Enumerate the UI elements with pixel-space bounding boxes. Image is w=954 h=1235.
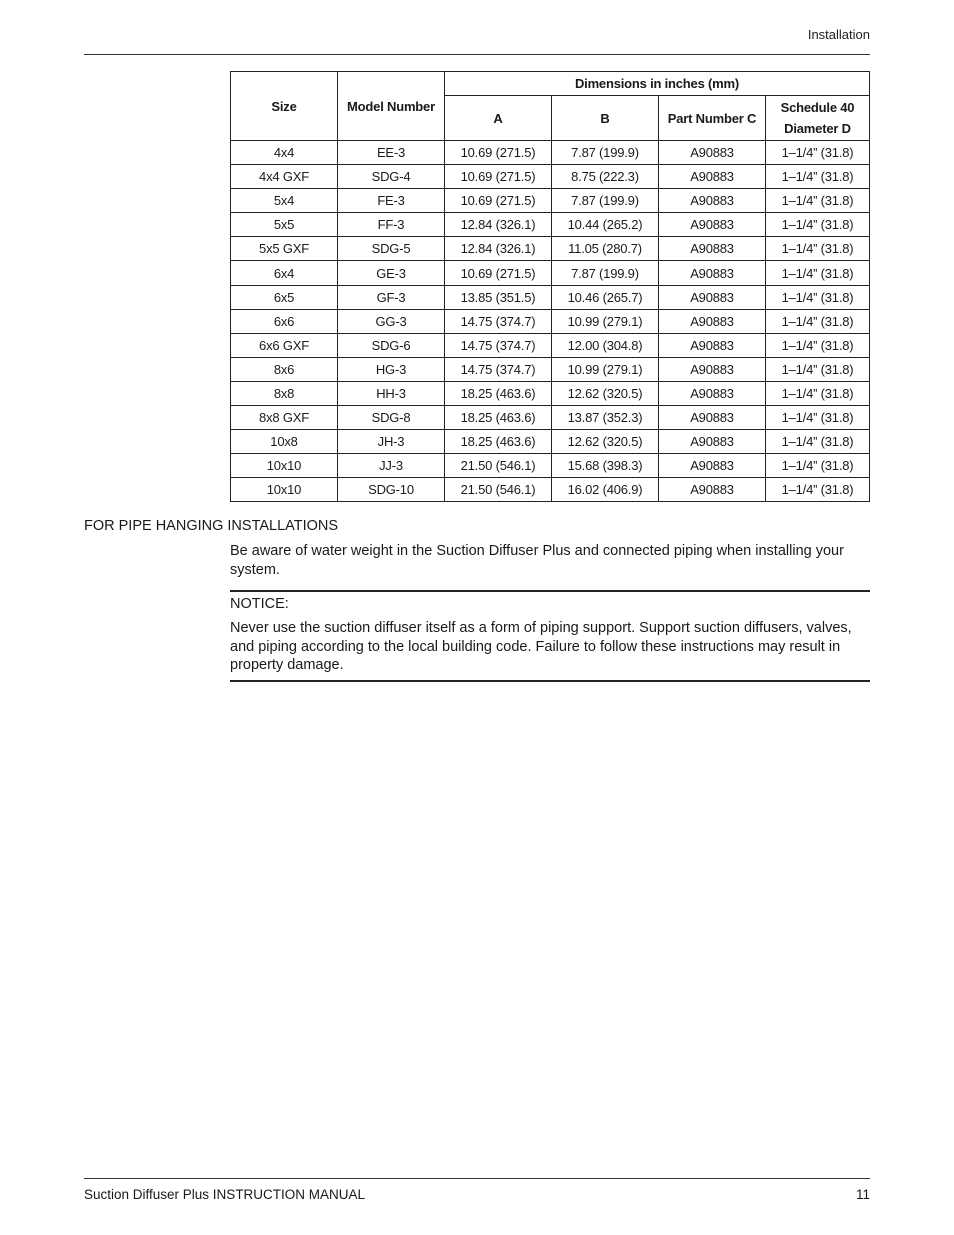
- cell-a: 18.25 (463.6): [445, 406, 552, 430]
- cell-a: 18.25 (463.6): [445, 381, 552, 405]
- cell-model-number: HH-3: [338, 381, 445, 405]
- cell-b: 12.62 (320.5): [552, 430, 659, 454]
- cell-diameter-d: 1–1/4” (31.8): [766, 333, 870, 357]
- cell-model-number: SDG-10: [338, 478, 445, 502]
- cell-a: 10.69 (271.5): [445, 189, 552, 213]
- cell-model-number: EE-3: [338, 141, 445, 165]
- cell-size: 6x5: [231, 285, 338, 309]
- notice-bottom-rule: [230, 680, 870, 682]
- cell-size: 5x4: [231, 189, 338, 213]
- cell-diameter-d: 1–1/4” (31.8): [766, 165, 870, 189]
- cell-part-number-c: A90883: [659, 430, 766, 454]
- cell-diameter-d: 1–1/4” (31.8): [766, 309, 870, 333]
- cell-model-number: HG-3: [338, 357, 445, 381]
- cell-b: 11.05 (280.7): [552, 237, 659, 261]
- table-row: [231, 237, 870, 261]
- cell-model-number: FE-3: [338, 189, 445, 213]
- cell-a: 10.69 (271.5): [445, 261, 552, 285]
- cell-b: 10.99 (279.1): [552, 309, 659, 333]
- cell-part-number-c: A90883: [659, 213, 766, 237]
- col-header-b: B: [552, 96, 659, 141]
- cell-part-number-c: A90883: [659, 381, 766, 405]
- cell-diameter-d: 1–1/4” (31.8): [766, 406, 870, 430]
- cell-size: 4x4: [231, 141, 338, 165]
- cell-part-number-c: A90883: [659, 141, 766, 165]
- cell-size: 10x10: [231, 454, 338, 478]
- table-row: [231, 430, 870, 454]
- cell-a: 10.69 (271.5): [445, 165, 552, 189]
- cell-b: 13.87 (352.3): [552, 406, 659, 430]
- table-row: [231, 309, 870, 333]
- cell-diameter-d: 1–1/4” (31.8): [766, 189, 870, 213]
- cell-diameter-d: 1–1/4” (31.8): [766, 213, 870, 237]
- table-row: [231, 454, 870, 478]
- cell-diameter-d: 1–1/4” (31.8): [766, 381, 870, 405]
- cell-a: 14.75 (374.7): [445, 309, 552, 333]
- cell-part-number-c: A90883: [659, 357, 766, 381]
- col-header-a: A: [445, 96, 552, 141]
- cell-a: 14.75 (374.7): [445, 333, 552, 357]
- cell-part-number-c: A90883: [659, 237, 766, 261]
- header-divider: [84, 54, 870, 55]
- cell-a: 13.85 (351.5): [445, 285, 552, 309]
- cell-b: 10.44 (265.2): [552, 213, 659, 237]
- cell-b: 15.68 (398.3): [552, 454, 659, 478]
- cell-diameter-d: 1–1/4” (31.8): [766, 478, 870, 502]
- running-header-section: Installation: [807, 27, 870, 42]
- col-header-size: Size: [231, 72, 338, 141]
- cell-size: 6x6 GXF: [231, 333, 338, 357]
- cell-a: 21.50 (546.1): [445, 454, 552, 478]
- cell-model-number: GE-3: [338, 261, 445, 285]
- col-header-schedule-40-diameter-d: [766, 96, 870, 141]
- table-row: [231, 381, 870, 405]
- cell-part-number-c: A90883: [659, 165, 766, 189]
- cell-model-number: SDG-6: [338, 333, 445, 357]
- col-header-model-number: Model Number: [338, 72, 445, 141]
- cell-a: 21.50 (546.1): [445, 478, 552, 502]
- cell-size: 5x5 GXF: [231, 237, 338, 261]
- footer-manual-title: Suction Diffuser Plus INSTRUCTION MANUAL: [84, 1187, 366, 1202]
- cell-part-number-c: A90883: [659, 285, 766, 309]
- cell-part-number-c: A90883: [659, 309, 766, 333]
- cell-part-number-c: A90883: [659, 406, 766, 430]
- cell-model-number: GG-3: [338, 309, 445, 333]
- cell-diameter-d: 1–1/4” (31.8): [766, 237, 870, 261]
- cell-diameter-d: 1–1/4” (31.8): [766, 430, 870, 454]
- notice-top-rule: [230, 590, 870, 592]
- table-row: [231, 213, 870, 237]
- cell-b: 7.87 (199.9): [552, 261, 659, 285]
- cell-b: 10.99 (279.1): [552, 357, 659, 381]
- cell-size: 8x8 GXF: [231, 406, 338, 430]
- footer-divider: [84, 1178, 870, 1179]
- cell-b: 12.00 (304.8): [552, 333, 659, 357]
- dimensions-table: [230, 71, 870, 502]
- cell-diameter-d: 1–1/4” (31.8): [766, 141, 870, 165]
- table-row: [231, 141, 870, 165]
- cell-model-number: SDG-8: [338, 406, 445, 430]
- col-header-schedule-40: Schedule 40: [780, 100, 855, 115]
- table-row: [231, 333, 870, 357]
- cell-size: 5x5: [231, 213, 338, 237]
- cell-diameter-d: 1–1/4” (31.8): [766, 285, 870, 309]
- table-row: [231, 406, 870, 430]
- cell-size: 8x6: [231, 357, 338, 381]
- cell-part-number-c: A90883: [659, 478, 766, 502]
- cell-a: 10.69 (271.5): [445, 141, 552, 165]
- cell-model-number: SDG-4: [338, 165, 445, 189]
- cell-b: 12.62 (320.5): [552, 381, 659, 405]
- cell-b: 16.02 (406.9): [552, 478, 659, 502]
- cell-part-number-c: A90883: [659, 454, 766, 478]
- table-body: [231, 141, 870, 502]
- cell-size: 10x10: [231, 478, 338, 502]
- table-row: [231, 285, 870, 309]
- notice-body: Never use the suction diffuser itself as a form of piping support. Support suction diffusers, valves, and piping according to the local building code. Failure to follow these instructions may result in property damage.: [230, 620, 852, 673]
- cell-a: 12.84 (326.1): [445, 213, 552, 237]
- cell-part-number-c: A90883: [659, 261, 766, 285]
- cell-diameter-d: 1–1/4” (31.8): [766, 261, 870, 285]
- table-row: [231, 357, 870, 381]
- cell-model-number: JH-3: [338, 430, 445, 454]
- cell-part-number-c: A90883: [659, 333, 766, 357]
- table-row: [231, 261, 870, 285]
- cell-a: 14.75 (374.7): [445, 357, 552, 381]
- table-row: [231, 189, 870, 213]
- section-heading: FOR PIPE HANGING INSTALLATIONS: [84, 518, 339, 534]
- cell-diameter-d: 1–1/4” (31.8): [766, 357, 870, 381]
- cell-model-number: GF-3: [338, 285, 445, 309]
- footer-page-number: 11: [855, 1187, 870, 1202]
- cell-size: 6x4: [231, 261, 338, 285]
- cell-model-number: JJ-3: [338, 454, 445, 478]
- cell-model-number: SDG-5: [338, 237, 445, 261]
- col-header-part-number-c: Part Number C: [659, 96, 766, 141]
- cell-a: 18.25 (463.6): [445, 430, 552, 454]
- cell-size: 4x4 GXF: [231, 165, 338, 189]
- notice-title: NOTICE:: [230, 596, 289, 612]
- col-header-diameter-d: Diameter D: [784, 121, 851, 136]
- cell-b: 10.46 (265.7): [552, 285, 659, 309]
- cell-b: 7.87 (199.9): [552, 141, 659, 165]
- cell-diameter-d: 1–1/4” (31.8): [766, 454, 870, 478]
- table-row: [231, 165, 870, 189]
- cell-b: 8.75 (222.3): [552, 165, 659, 189]
- section-paragraph: Be aware of water weight in the Suction Diffuser Plus and connected piping when installing your system.: [230, 543, 844, 578]
- cell-size: 6x6: [231, 309, 338, 333]
- cell-b: 7.87 (199.9): [552, 189, 659, 213]
- cell-size: 8x8: [231, 381, 338, 405]
- table-row: [231, 478, 870, 502]
- col-header-dimensions-group: Dimensions in inches (mm): [445, 72, 870, 96]
- cell-model-number: FF-3: [338, 213, 445, 237]
- cell-a: 12.84 (326.1): [445, 237, 552, 261]
- cell-part-number-c: A90883: [659, 189, 766, 213]
- cell-size: 10x8: [231, 430, 338, 454]
